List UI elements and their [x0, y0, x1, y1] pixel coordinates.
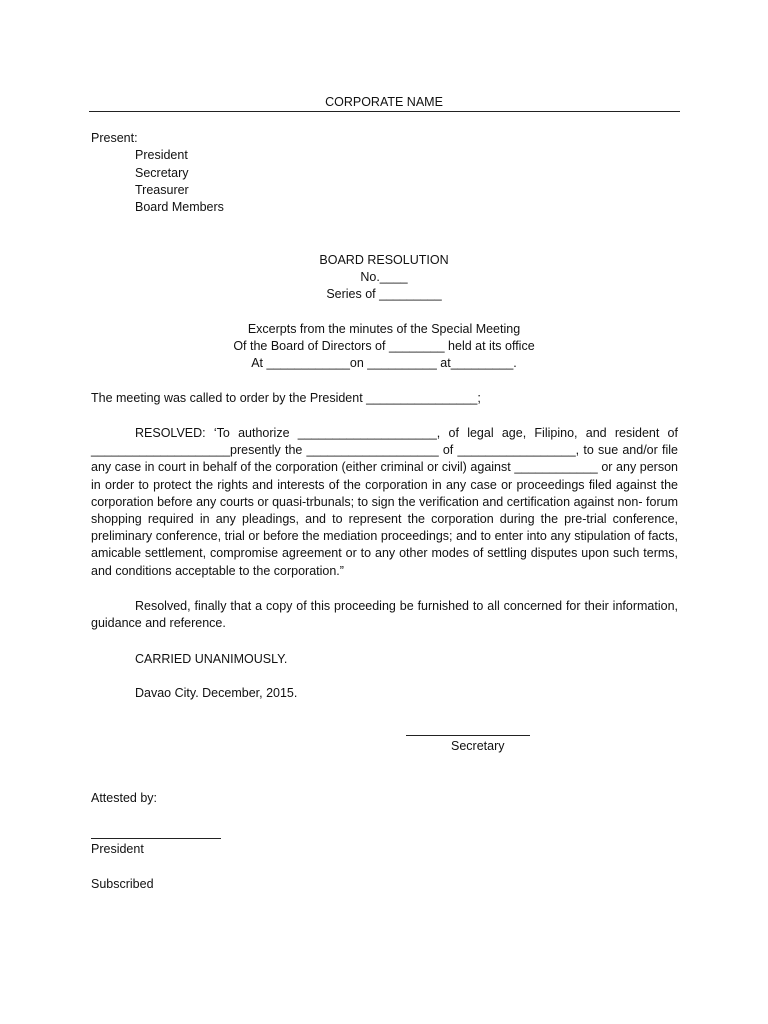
excerpt-line-2: Of the Board of Directors of ________ held at its office	[233, 339, 535, 353]
resolution-heading: BOARD RESOLUTION	[319, 253, 449, 267]
resolved-finally-paragraph: Resolved, finally that a copy of this proceeding be furnished to all concerned for their information, guidance and reference.	[91, 599, 678, 631]
excerpt-line-1: Excerpts from the minutes of the Special Meeting	[247, 322, 521, 336]
secretary-label: Secretary	[451, 739, 505, 753]
present-member-board: Board Members	[135, 200, 224, 214]
subscribed-label: Subscribed	[91, 877, 154, 891]
resolution-number: No.____	[360, 270, 408, 284]
resolution-series: Series of _________	[326, 287, 442, 301]
attested-by-label: Attested by:	[91, 791, 158, 805]
resolved-paragraph: RESOLVED: ‘To authorize ____________________, of legal age, Filipino, and resident of ____________________presently the ___________________ of _________________, to sue and/or file any case in court in behalf of the corporation (either criminal or civil) against ____________ or any person in order to protect the rights and interests of the corporation in any case or proceedings filed against the corporation before any courts or quasi-trbunals; to sign the verification and certification against non- forum shopping required in any pleadings, and to represent the corporation during the pre-trial conference, preliminary conference, trial or before the mediation proceedings; and to enter into any stipulation of facts, amicable settlement, compromise agreement or to any other modes of settling disputes upon such terms, and conditions acceptable to the corporation.”	[91, 426, 678, 578]
president-signature-line	[91, 838, 221, 839]
header-rule	[89, 111, 680, 112]
place-date: Davao City. December, 2015.	[135, 686, 298, 700]
present-member-treasurer: Treasurer	[135, 183, 189, 197]
carried-unanimously: CARRIED UNANIMOUSLY.	[135, 652, 288, 666]
present-member-president: President	[135, 148, 188, 162]
corporate-name: CORPORATE NAME	[325, 95, 443, 109]
meeting-called-line: The meeting was called to order by the President ________________;	[91, 391, 481, 405]
excerpt-line-3: At ____________on __________ at_________.	[251, 356, 517, 370]
secretary-signature-line	[406, 735, 530, 736]
present-member-secretary: Secretary	[135, 166, 189, 180]
present-label: Present:	[91, 131, 138, 145]
president-label: President	[91, 842, 144, 856]
